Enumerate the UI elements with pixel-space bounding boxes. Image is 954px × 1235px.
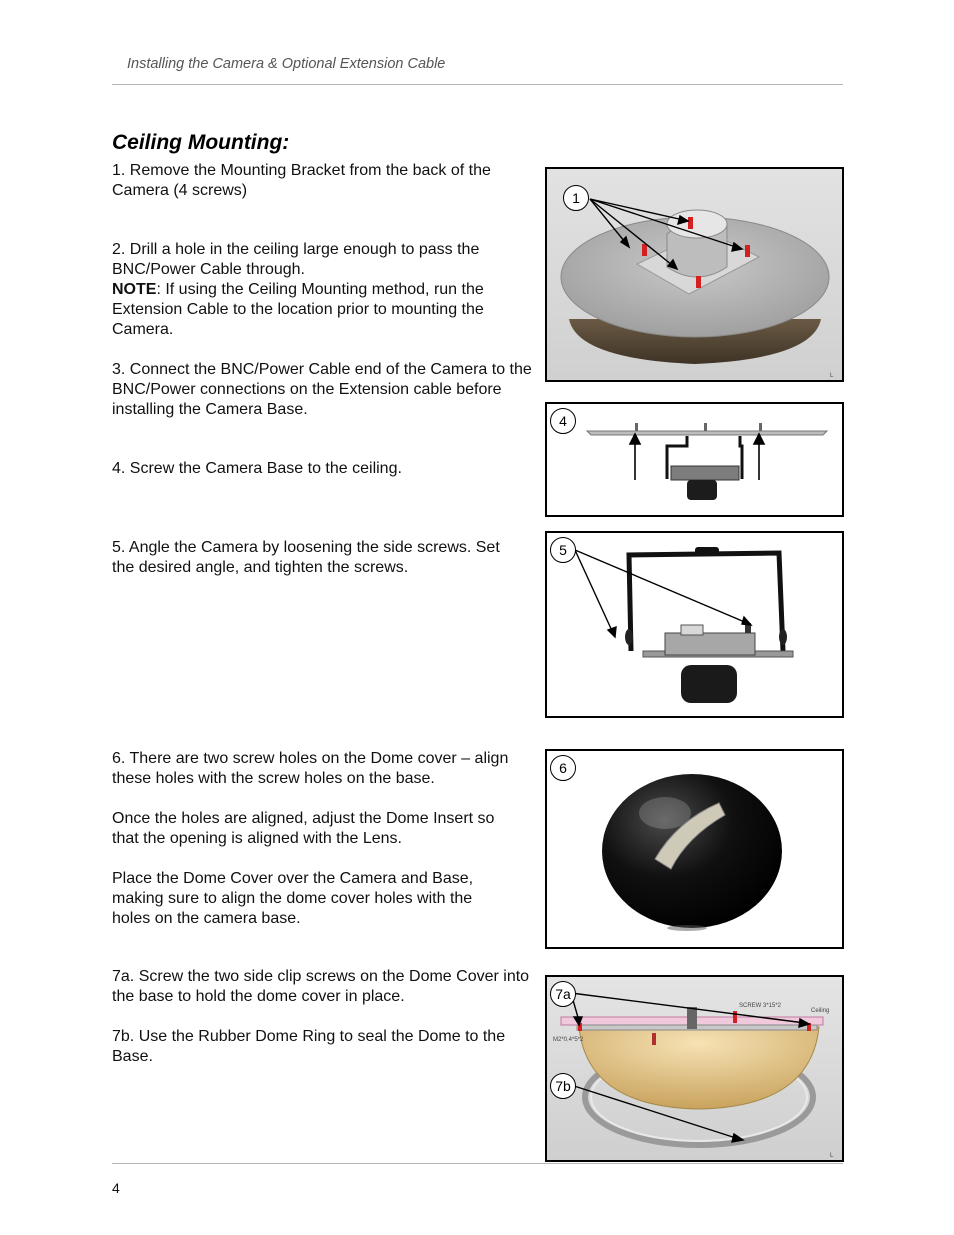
dome-rim <box>667 925 707 931</box>
dome-shell <box>602 774 782 928</box>
running-header: Installing the Camera & Optional Extension Cable <box>127 56 446 72</box>
screw-bottom <box>696 276 701 288</box>
step-6-paragraph-a: 6. There are two screw holes on the Dome cover – align these holes with the screw holes on the base. <box>112 750 509 787</box>
figure-corner-mark: L <box>830 373 834 379</box>
figure-6-badge: 6 <box>550 755 576 781</box>
screw-left <box>642 244 647 256</box>
step-7a-paragraph: 7a. Screw the two side clip screws on the Dome Cover into the base to hold the dome cover in place. <box>112 968 530 1005</box>
figure-6-dome-cover <box>545 749 844 949</box>
figure-7-illustration <box>547 977 842 1160</box>
bracket-top-screw <box>695 547 719 556</box>
figure-1-badge: 1 <box>563 185 589 211</box>
screw-3x15-right <box>733 1011 737 1023</box>
step-6-text <box>112 749 512 929</box>
page-number: 4 <box>112 1180 120 1196</box>
figure-1-camera-base <box>545 167 844 382</box>
figure-corner-mark: L <box>830 1153 834 1159</box>
step-1-text <box>112 161 532 201</box>
figure-6-illustration <box>547 751 842 947</box>
camera-board <box>671 466 739 480</box>
figure-1-illustration <box>547 169 842 380</box>
step-3-paragraph: 3. Connect the BNC/Power Cable end of the Camera to the BNC/Power connections on the Extension cable before installing the Camera Base. <box>112 361 532 418</box>
left-side-screw <box>625 629 633 645</box>
figure-5-illustration <box>547 533 842 716</box>
figure-4-badge: 4 <box>550 408 576 434</box>
camera-pcb <box>665 633 755 655</box>
screw-right <box>745 245 750 257</box>
screw-top <box>688 217 693 229</box>
center-mount-screw <box>687 1007 697 1029</box>
step-5-text <box>112 538 512 578</box>
header-rule <box>112 84 843 85</box>
step-2-paragraph: 2. Drill a hole in the ceiling large enough to pass the BNC/Power Cable through. <box>112 241 480 278</box>
figure-5-angle-camera <box>545 531 844 718</box>
camera-lens <box>687 480 717 500</box>
figure-7b-badge: 7b <box>550 1073 576 1099</box>
note-text: : If using the Ceiling Mounting method, run the Extension Cable to the location prior to mounting the Camera. <box>112 281 484 338</box>
step-1-paragraph: 1. Remove the Mounting Bracket from the back of the Camera (4 screws) <box>112 162 491 199</box>
label-m2: M2*0.4*5*2 <box>553 1037 584 1043</box>
right-side-screw <box>779 629 787 645</box>
figure-7a-badge: 7a <box>550 981 576 1007</box>
figure-4-base-to-ceiling <box>545 402 844 517</box>
step-6-paragraph-c: Place the Dome Cover over the Camera and Base, making sure to align the dome cover holes with the holes on the camera base. <box>112 870 474 927</box>
camera-connector <box>681 625 703 635</box>
base-plate-side-view <box>587 431 827 435</box>
m2-screw-a <box>652 1033 656 1045</box>
step-4-paragraph: 4. Screw the Camera Base to the ceiling. <box>112 460 402 477</box>
section-title: Ceiling Mounting: <box>112 131 290 154</box>
dome-highlight <box>639 797 691 829</box>
step-7-text <box>112 967 532 1067</box>
label-screw: SCREW 3*15*2 <box>739 1003 782 1009</box>
step-4-text <box>112 459 532 479</box>
step-3-text <box>112 360 532 420</box>
step-7b-paragraph: 7b. Use the Rubber Dome Ring to seal the Dome to the Base. <box>112 1028 506 1065</box>
note-label: NOTE <box>112 281 157 298</box>
figure-7-dome-install <box>545 975 844 1162</box>
lens-barrel <box>681 665 737 703</box>
label-ceiling: Ceiling <box>811 1008 830 1014</box>
step-2-text <box>112 240 532 340</box>
figure-4-illustration <box>547 404 842 515</box>
step-2-note <box>112 280 532 340</box>
step-5-paragraph: 5. Angle the Camera by loosening the side screws. Set the desired angle, and tighten the screws. <box>112 539 500 576</box>
footer-rule <box>112 1163 843 1164</box>
figure-5-badge: 5 <box>550 537 576 563</box>
step-6-paragraph-b: Once the holes are aligned, adjust the Dome Insert so that the opening is aligned with the Lens. <box>112 810 495 847</box>
